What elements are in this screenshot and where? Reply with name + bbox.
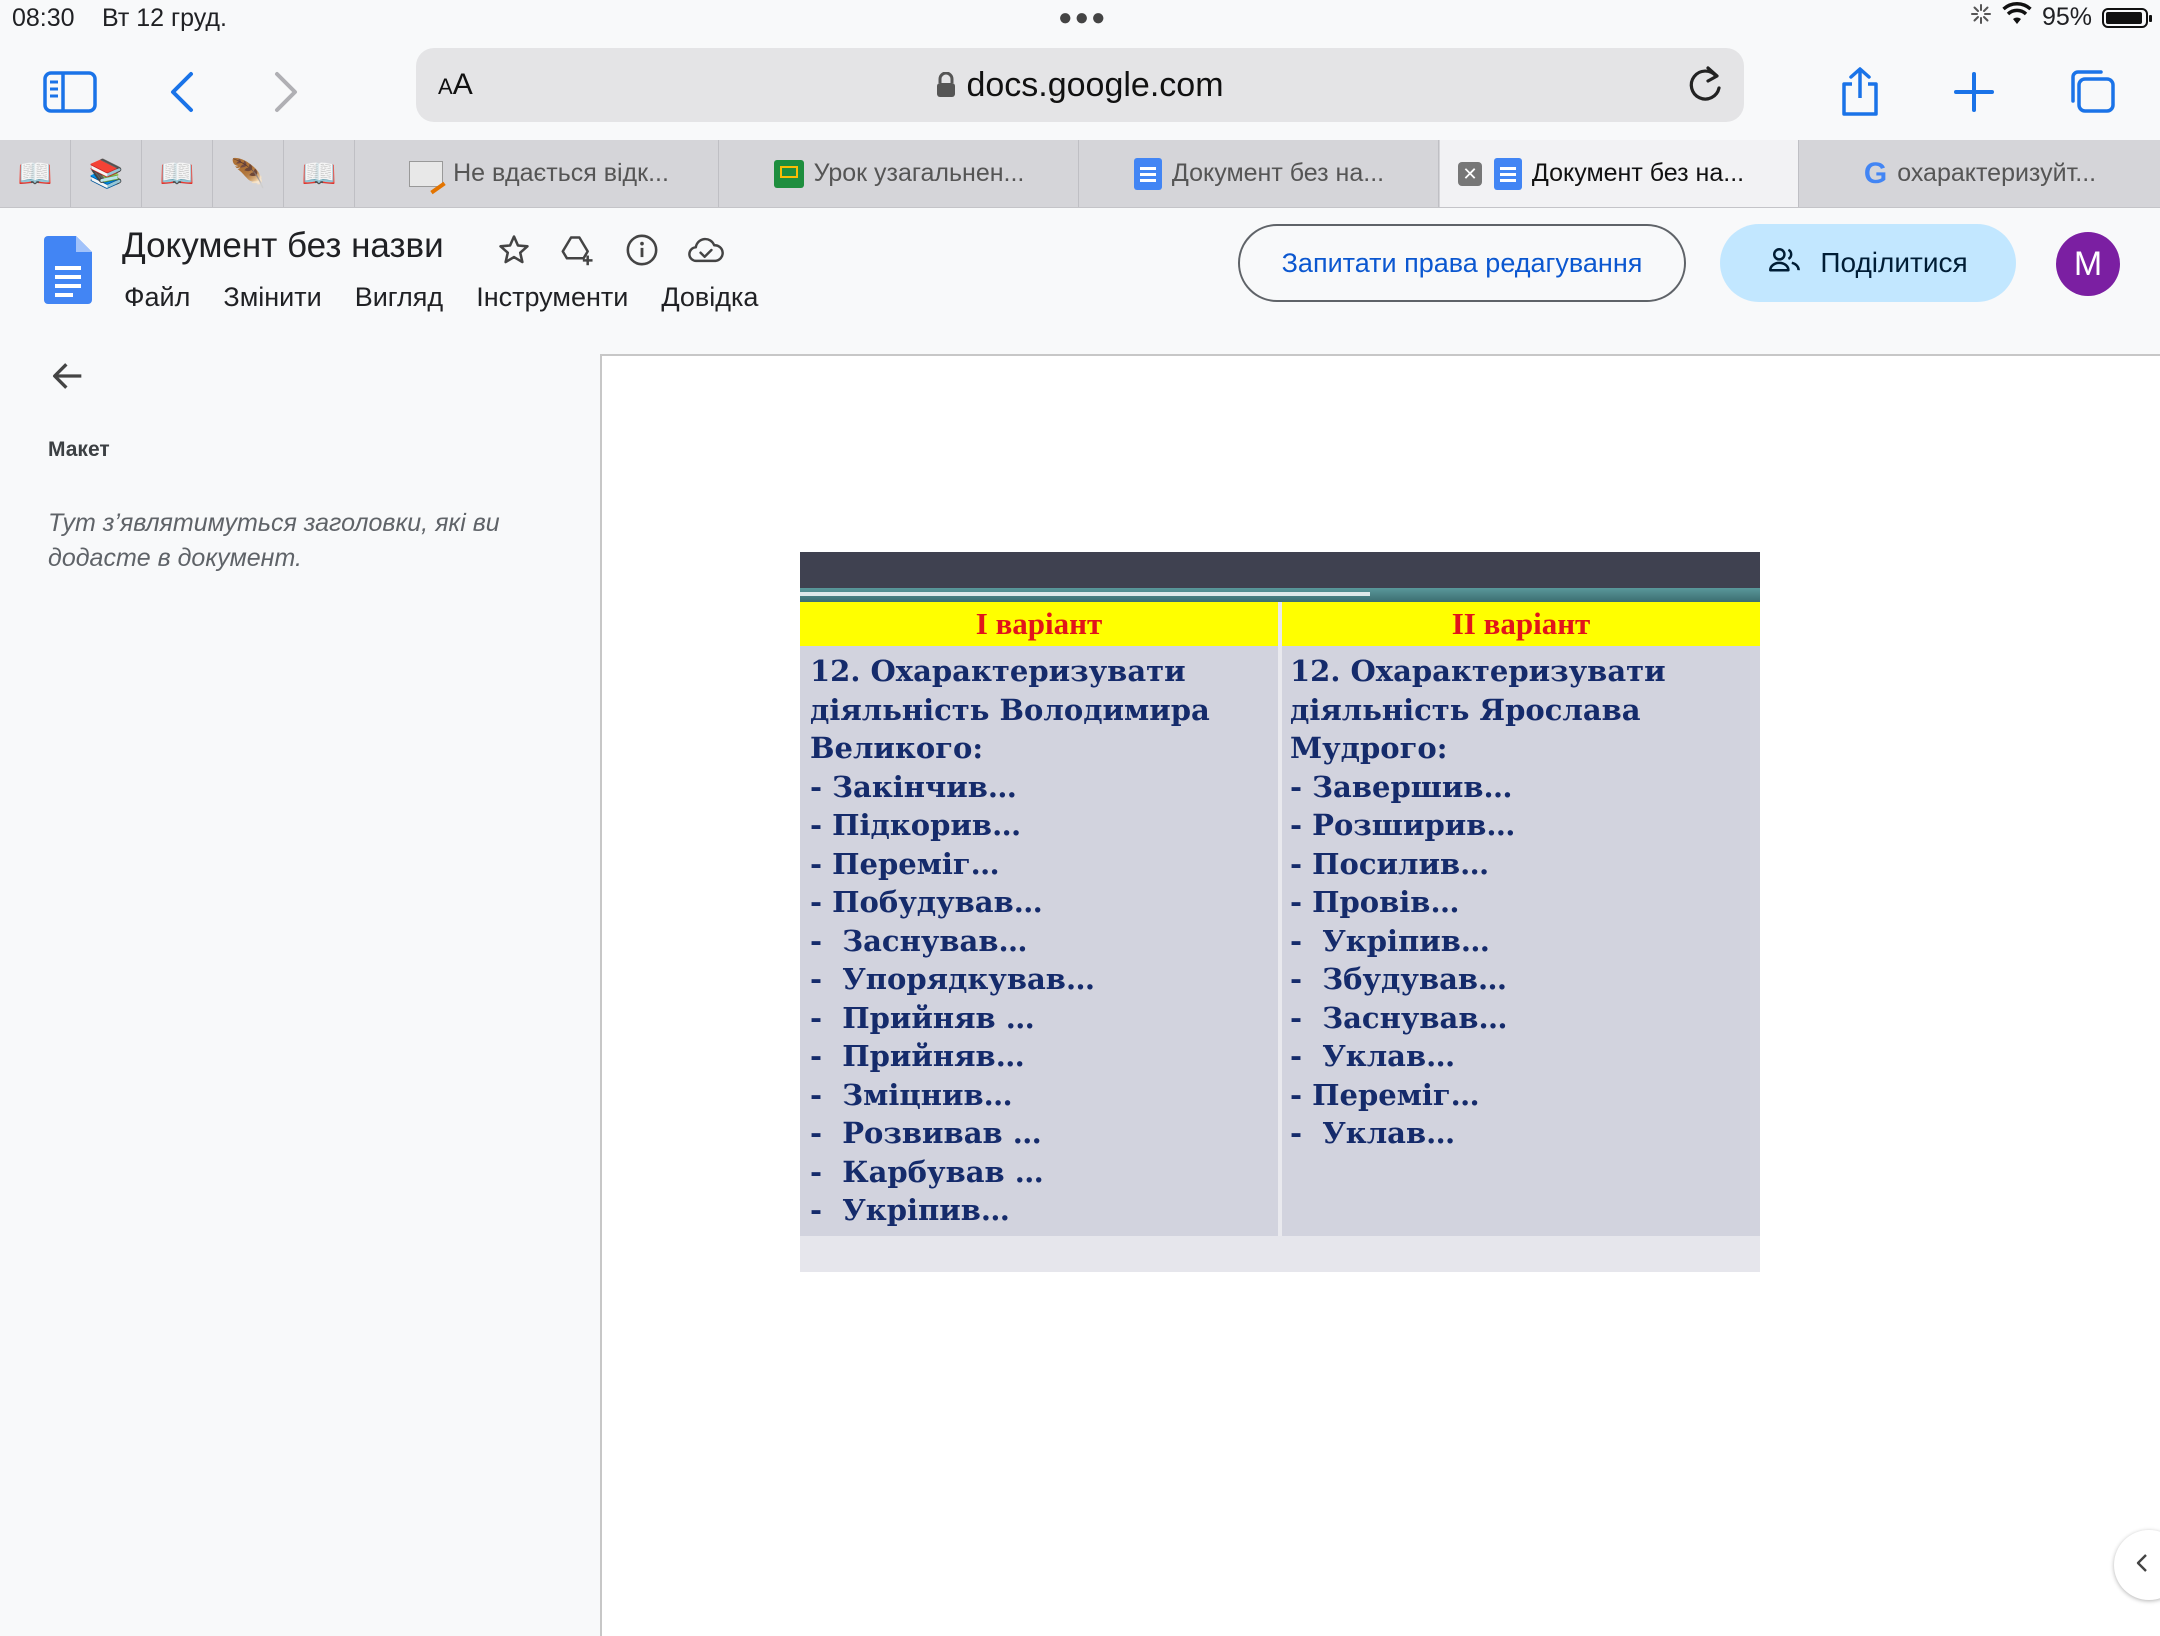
slide-text-line: - Посилив… xyxy=(1290,846,1490,881)
variant-2-text xyxy=(1290,652,1666,1153)
slide-text-line: діяльність Володимира xyxy=(810,692,1210,727)
request-edit-access-button[interactable]: Запитати права редагування xyxy=(1238,224,1686,302)
slide-text-line: - Переміг… xyxy=(1290,1077,1480,1112)
books-icon: 📚 xyxy=(88,158,124,189)
outline-title: Макет xyxy=(48,438,110,461)
slide-text-line: - Уклав… xyxy=(1290,1039,1456,1073)
slide-text-line: - Розвивав … xyxy=(810,1116,1042,1150)
url-text: docs.google.com xyxy=(966,66,1224,104)
back-icon[interactable] xyxy=(150,60,214,124)
docs-menu-bar xyxy=(124,282,791,313)
slide-footer xyxy=(800,1236,1760,1272)
slide-text-line: - Завершив… xyxy=(1290,769,1513,804)
slide-text-line: - Переміг… xyxy=(810,846,1000,881)
move-to-drive-icon[interactable] xyxy=(558,230,598,270)
tab-document-active[interactable] xyxy=(1440,140,1799,207)
multitasking-dots[interactable]: ●●● xyxy=(1058,4,1108,31)
tab-lesson[interactable] xyxy=(720,140,1079,207)
wifi-icon xyxy=(2002,2,2032,33)
docs-logo-icon[interactable] xyxy=(44,236,92,304)
reload-icon[interactable] xyxy=(1686,64,1724,109)
classroom-icon xyxy=(774,160,804,188)
tabs-overview-icon[interactable] xyxy=(2060,60,2124,124)
slide-text-line: - Заснував… xyxy=(1290,1000,1508,1035)
menu-edit[interactable]: Змінити xyxy=(223,282,322,312)
outline-empty-hint: Тут з’являтимуться заголовки, які ви додасте в документ. xyxy=(48,509,500,572)
embedded-image[interactable] xyxy=(800,552,1760,1272)
book-icon: 📖 xyxy=(159,158,195,189)
avatar[interactable]: M xyxy=(2056,232,2120,296)
battery-percent: 95% xyxy=(2041,3,2092,31)
google-icon: G xyxy=(1863,156,1888,190)
chevron-left-icon xyxy=(2134,1551,2150,1580)
share-button[interactable] xyxy=(1720,224,2016,302)
slide-text-line: - Карбував … xyxy=(810,1154,1044,1189)
slide-text-line: - Зміцнив… xyxy=(810,1077,1013,1112)
url-display[interactable] xyxy=(416,66,1744,107)
tab-google-search[interactable] xyxy=(1800,140,2160,207)
menu-help[interactable]: Довідка xyxy=(661,282,759,312)
slide-top-bar xyxy=(800,552,1760,588)
menu-file[interactable]: Файл xyxy=(124,282,191,312)
document-title[interactable]: Документ без назви xyxy=(122,226,444,265)
variant-1-header: І варіант xyxy=(800,602,1278,646)
pinned-tab-3[interactable] xyxy=(142,140,213,207)
slide-text-line: - Прийняв… xyxy=(810,1039,1025,1073)
battery-icon xyxy=(2102,8,2148,28)
cloud-saved-icon[interactable] xyxy=(686,230,726,270)
slide-text-line: Мудрого: xyxy=(1290,731,1448,765)
sidebar-icon[interactable] xyxy=(38,60,102,124)
slide-text-line: - Уклав… xyxy=(1290,1116,1456,1150)
status-time: 08:30 xyxy=(12,4,75,32)
share-icon[interactable] xyxy=(1828,60,1892,124)
slide-text-line: Великого: xyxy=(810,731,984,765)
tab-cannot-open[interactable] xyxy=(360,140,719,207)
tab-title: охарактеризуйт... xyxy=(1897,159,2097,187)
image-icon xyxy=(409,161,443,187)
slide-text-line: - Збудував… xyxy=(1290,962,1508,996)
status-date: Вт 12 груд. xyxy=(102,4,227,32)
slide-accent-bar xyxy=(800,588,1760,602)
docs-icon xyxy=(1494,158,1522,190)
document-page[interactable] xyxy=(600,354,2160,1636)
slide-text-line: - Упорядкував… xyxy=(810,962,1095,996)
text-size-button[interactable]: AA xyxy=(438,68,473,101)
slide-text-line: - Прийняв … xyxy=(810,1000,1035,1035)
pinned-tab-1[interactable] xyxy=(0,140,71,207)
slide-text-line: 12. Охарактеризувати xyxy=(810,654,1186,688)
book-icon: 📖 xyxy=(301,158,337,189)
pinned-tab-5[interactable] xyxy=(284,140,355,207)
variant-2-header: ІІ варіант xyxy=(1282,602,1760,646)
slide-text-line: - Укріпив… xyxy=(1290,923,1490,958)
info-icon[interactable] xyxy=(622,230,662,270)
pinned-tab-2[interactable] xyxy=(71,140,142,207)
browser-toolbar xyxy=(0,40,2160,140)
activity-icon xyxy=(1970,3,1992,32)
tab-title: Документ без на... xyxy=(1171,159,1385,187)
slide-text-line: - Укріпив… xyxy=(810,1193,1010,1227)
menu-view[interactable]: Вигляд xyxy=(354,282,444,312)
slide-text-line: - Заснував… xyxy=(810,923,1028,958)
slide-text-line: - Закінчив… xyxy=(810,769,1017,804)
people-icon xyxy=(1768,246,1802,281)
share-label: Поділитися xyxy=(1820,247,1968,278)
slide-text-line: - Побудував… xyxy=(810,885,1043,919)
slide-text-line: діяльність Ярослава xyxy=(1290,692,1641,727)
slide-text-line: - Провів… xyxy=(1290,885,1460,919)
docs-icon xyxy=(1134,158,1162,190)
book-icon: 📖 xyxy=(17,158,53,189)
tab-title: Не вдається відк... xyxy=(453,159,669,187)
slide-text-line: - Розширив… xyxy=(1290,808,1516,842)
docs-header xyxy=(0,208,2160,348)
slide-text-line: 12. Охарактеризувати xyxy=(1290,654,1666,688)
new-tab-icon[interactable] xyxy=(1942,60,2006,124)
menu-tools[interactable]: Інструменти xyxy=(476,282,629,312)
forward-icon[interactable] xyxy=(254,60,318,124)
tab-document-1[interactable] xyxy=(1080,140,1439,207)
star-icon[interactable] xyxy=(494,230,534,270)
close-tab-icon[interactable]: ✕ xyxy=(1458,162,1482,186)
tab-title: Урок узагальнен... xyxy=(813,159,1025,187)
close-outline-icon[interactable] xyxy=(48,356,92,400)
tab-bar xyxy=(0,140,2160,208)
status-bar xyxy=(0,0,2160,40)
column-divider xyxy=(1278,602,1282,1272)
tab-title: Документ без на... xyxy=(1531,159,1745,187)
pinned-tab-4[interactable] xyxy=(213,140,284,207)
quill-icon: 🪶 xyxy=(230,158,266,189)
address-bar[interactable] xyxy=(416,48,1744,122)
slide-text-line: - Підкорив… xyxy=(810,808,1022,842)
variant-1-text xyxy=(810,652,1210,1230)
lock-icon xyxy=(936,68,956,107)
status-indicators xyxy=(1970,2,2148,33)
